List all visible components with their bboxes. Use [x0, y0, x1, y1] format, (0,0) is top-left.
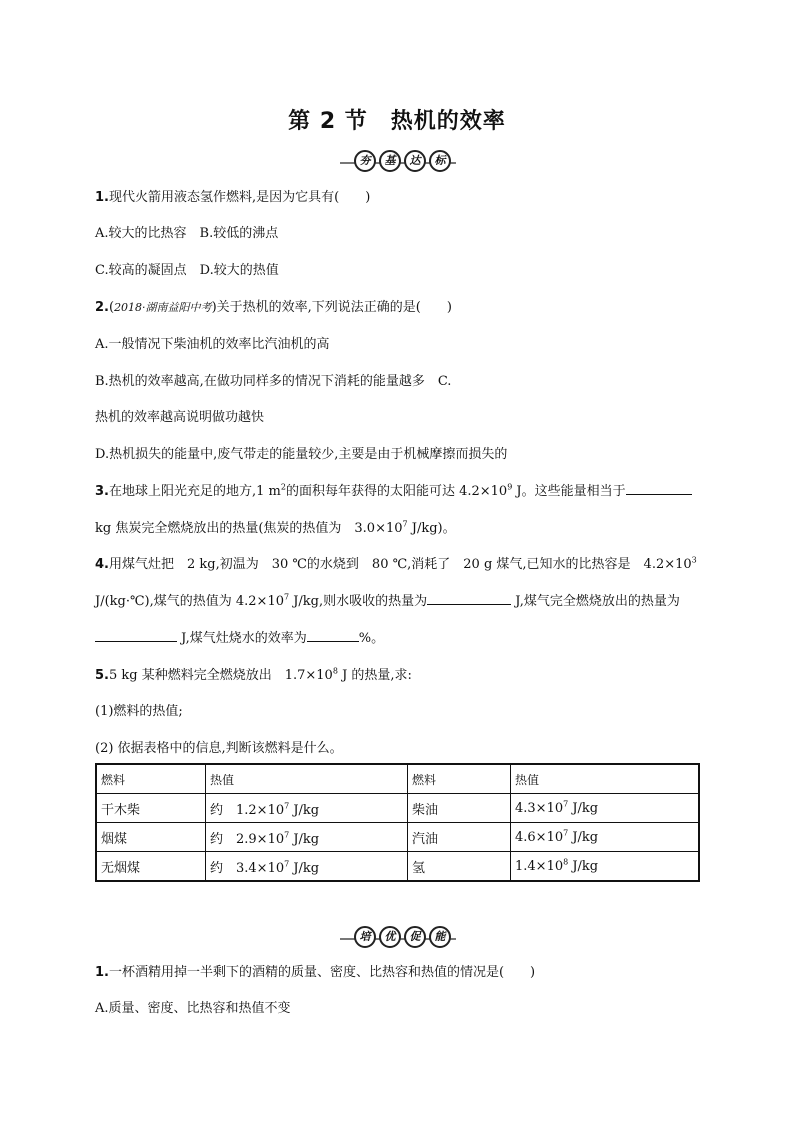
- q2-option-b: B.热机的效率越高,在做功同样多的情况下消耗的能量越多 C.: [95, 374, 452, 389]
- cell-unit: J/kg: [289, 802, 320, 818]
- table-cell: 氢: [408, 852, 511, 882]
- cell-unit: J/kg: [568, 829, 599, 845]
- superscript: 7: [402, 519, 408, 529]
- q5-stem: [95, 664, 412, 683]
- cell-unit: J/kg: [289, 860, 320, 876]
- question-text: J/kg)。: [407, 521, 456, 536]
- question-number: 2.: [95, 300, 109, 315]
- column-header: 燃料: [408, 764, 511, 794]
- banner-char: 基: [379, 150, 401, 172]
- page-title: 第 2 节 热机的效率: [288, 109, 506, 134]
- column-header: 热值: [206, 764, 408, 794]
- cell-value: 约 3.4×10: [210, 860, 285, 876]
- superscript: 2: [280, 482, 286, 492]
- table-cell: 柴油: [408, 794, 511, 823]
- q4-line1: [95, 553, 697, 572]
- superscript: 8: [332, 666, 338, 676]
- superscript: 7: [284, 801, 290, 811]
- question-text: 现代火箭用液态氢作燃料,是因为它具有( ): [108, 190, 371, 205]
- table-cell: [511, 852, 700, 882]
- table-cell: 烟煤: [96, 823, 206, 852]
- question-number: 3.: [95, 484, 109, 499]
- superscript: 7: [563, 828, 569, 838]
- superscript: 7: [283, 592, 290, 602]
- table-cell: [206, 852, 408, 882]
- table-cell: [206, 823, 408, 852]
- section-banner-advanced: [340, 925, 456, 949]
- table-cell: 无烟煤: [96, 852, 206, 882]
- q2-option-d: D.热机损失的能量中,废气带走的能量较少,主要是由于机械摩擦而损失的: [95, 447, 508, 462]
- table-cell: [206, 794, 408, 823]
- question-source: 2018·湖南益阳中考: [114, 301, 212, 314]
- banner-char: 促: [404, 926, 426, 948]
- q2-option-c: 热机的效率越高说明做功越快: [95, 410, 265, 425]
- q5-part2: (2) 依据表格中的信息,判断该燃料是什么。: [95, 741, 343, 756]
- question-number: 1.: [95, 965, 109, 980]
- column-header: 热值: [511, 764, 700, 794]
- banner-char: 标: [429, 150, 451, 172]
- question-text: )关于热机的效率,下列说法正确的是( ): [211, 300, 452, 315]
- table-cell: 干木柴: [96, 794, 206, 823]
- answer-blank[interactable]: [95, 629, 177, 642]
- question-text: kg 焦炭完全燃烧放出的热量(焦炭的热值为 3.0×10: [95, 521, 403, 536]
- q5-part1: (1)燃料的热值;: [95, 704, 183, 719]
- question-text: 在地球上阳光充足的地方,1 m: [108, 484, 281, 499]
- question-text: J/(kg·℃),煤气的热值为 4.2×10: [95, 594, 284, 609]
- superscript: 7: [284, 859, 290, 869]
- q1-stem: [95, 186, 370, 205]
- cell-unit: J/kg: [289, 831, 320, 847]
- banner-char: 能: [429, 926, 451, 948]
- p1-option-a: A.质量、密度、比热容和热值不变: [95, 1001, 291, 1016]
- table-cell: [511, 823, 700, 852]
- superscript: 8: [563, 857, 569, 867]
- table-row: [96, 794, 699, 823]
- banner-char: 夯: [354, 150, 376, 172]
- banner-char: 优: [379, 926, 401, 948]
- question-number: 4.: [95, 557, 109, 572]
- cell-value: 4.6×10: [515, 829, 564, 845]
- answer-blank[interactable]: [307, 629, 359, 642]
- question-text: J 的热量,求:: [337, 668, 412, 683]
- table-cell: 汽油: [408, 823, 511, 852]
- cell-value: 约 2.9×10: [210, 831, 285, 847]
- answer-blank[interactable]: [626, 482, 692, 495]
- question-text: J,煤气完全燃烧放出的热量为: [511, 594, 680, 609]
- cell-value: 约 1.2×10: [210, 802, 285, 818]
- q4-line3: [95, 627, 384, 646]
- superscript: 9: [507, 482, 513, 492]
- question-text: 5 kg 某种燃料完全燃烧放出 1.7×10: [108, 668, 333, 683]
- superscript: 3: [691, 555, 697, 565]
- banner-char: 培: [354, 926, 376, 948]
- p1-stem: [95, 961, 535, 980]
- question-text: 的面积每年获得的太阳能可达 4.2×10: [285, 484, 508, 499]
- q3-line1: [95, 480, 692, 499]
- source-open: (: [108, 300, 115, 315]
- column-header: 燃料: [96, 764, 206, 794]
- section-banner-basic: [340, 149, 456, 173]
- question-text: 用煤气灶把 2 kg,初温为 30 ℃的水烧到 80 ℃,消耗了 20 g 煤气,已知水的比热容是 4.2×10: [108, 557, 692, 572]
- superscript: 7: [563, 799, 569, 809]
- answer-blank[interactable]: [427, 592, 511, 605]
- question-number: 5.: [95, 668, 109, 683]
- q2-stem: [95, 296, 452, 315]
- cell-unit: J/kg: [568, 800, 599, 816]
- cell-value: 1.4×10: [515, 858, 564, 874]
- q3-line2: [95, 517, 456, 536]
- table-row: [96, 823, 699, 852]
- q1-options-cd: C.较高的凝固点 D.较大的热值: [95, 263, 279, 278]
- banner-char: 达: [404, 150, 426, 172]
- question-text: 一杯酒精用掉一半剩下的酒精的质量、密度、比热容和热值的情况是( ): [108, 965, 536, 980]
- cell-unit: J/kg: [568, 858, 599, 874]
- q4-line2: [95, 590, 680, 609]
- cell-value: 4.3×10: [515, 800, 564, 816]
- table-row: [96, 852, 699, 882]
- table-cell: [511, 794, 700, 823]
- fuel-heat-value-table: [95, 763, 700, 882]
- question-text: J/kg,则水吸收的热量为: [289, 594, 428, 609]
- question-text: J。这些能量相当于: [512, 484, 626, 499]
- question-text: %。: [358, 631, 385, 646]
- superscript: 7: [284, 830, 290, 840]
- question-number: 1.: [95, 190, 109, 205]
- q1-options-ab: A.较大的比热容 B.较低的沸点: [95, 226, 279, 241]
- question-text: J,煤气灶烧水的效率为: [177, 631, 307, 646]
- table-header-row: [96, 764, 699, 794]
- q2-option-a: A.一般情况下柴油机的效率比汽油机的高: [95, 337, 330, 352]
